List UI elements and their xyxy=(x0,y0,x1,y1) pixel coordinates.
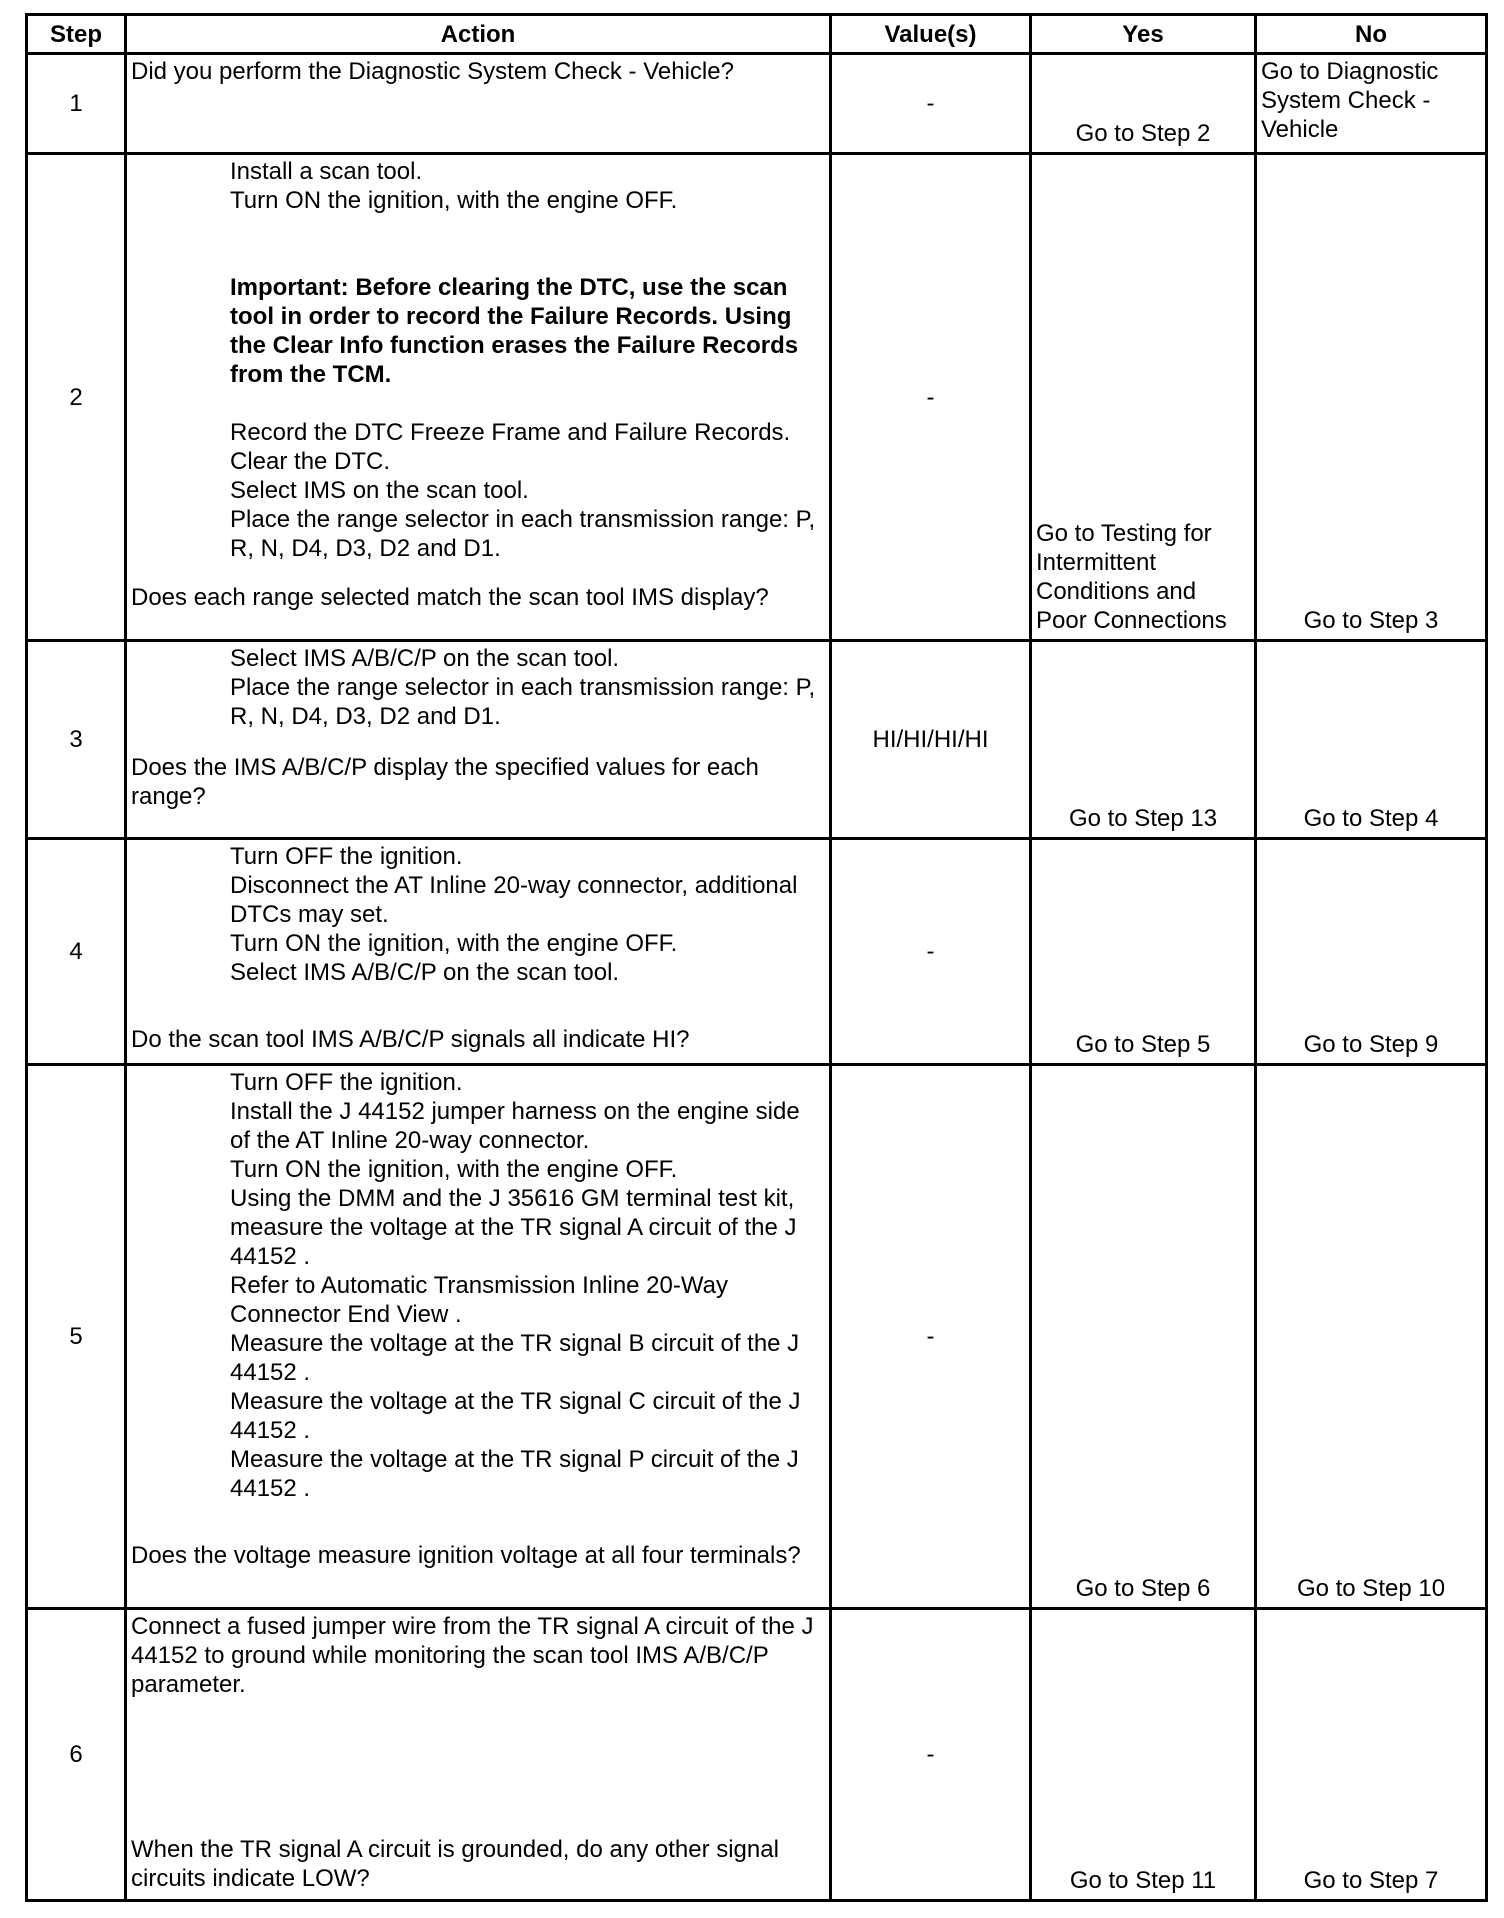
header-action: Action xyxy=(126,15,831,54)
yes-cell: Go to Step 13 xyxy=(1031,641,1256,839)
action-question: Do the scan tool IMS A/B/C/P signals all indicate HI? xyxy=(131,1026,690,1053)
table-row xyxy=(27,641,1487,839)
no-cell: Go to Step 7 xyxy=(1256,1609,1487,1901)
action-line: Turn ON the ignition, with the engine OFF. xyxy=(230,1156,678,1183)
value-cell: - xyxy=(831,1609,1031,1901)
action-line: Disconnect the AT Inline 20-way connector, additional DTCs may set. xyxy=(230,872,798,928)
action-line: Install the J 44152 jumper harness on the engine side of the AT Inline 20-way connector. xyxy=(230,1098,800,1154)
action-cell xyxy=(126,641,831,839)
action-line: Turn OFF the ignition. xyxy=(230,1069,463,1096)
action-question: Does each range selected match the scan tool IMS display? xyxy=(131,584,769,611)
diagnostic-table xyxy=(25,13,1488,1902)
header-step: Step xyxy=(27,15,126,54)
table-row xyxy=(27,1065,1487,1609)
table-row xyxy=(27,154,1487,641)
action-line: Measure the voltage at the TR signal P circuit of the J 44152 . xyxy=(230,1446,799,1502)
action-line: Turn ON the ignition, with the engine OFF. xyxy=(230,930,678,957)
action-line: Using the DMM and the J 35616 GM terminal test kit, measure the voltage at the TR signal A circuit of the J 44152 . xyxy=(230,1185,797,1270)
action-line: Select IMS A/B/C/P on the scan tool. xyxy=(230,645,620,672)
important-note: Important: Before clearing the DTC, use the scan tool in order to record the Failure Records. Using the Clear Info function erases the Failure Records from the TCM. xyxy=(230,274,799,388)
action-cell xyxy=(126,154,831,641)
value-cell: - xyxy=(831,1065,1031,1609)
action-line: Select IMS on the scan tool. xyxy=(230,477,529,504)
action-line: Turn ON the ignition, with the engine OFF. xyxy=(230,187,678,214)
no-cell: Go to Step 3 xyxy=(1256,154,1487,641)
table-row xyxy=(27,1609,1487,1901)
step-number: 4 xyxy=(27,839,126,1065)
header-values: Value(s) xyxy=(831,15,1031,54)
step-number: 5 xyxy=(27,1065,126,1609)
action-question: Did you perform the Diagnostic System Check - Vehicle? xyxy=(131,58,734,85)
yes-cell: Go to Step 2 xyxy=(1031,54,1256,154)
no-cell: Go to Step 9 xyxy=(1256,839,1487,1065)
table-row xyxy=(27,54,1487,154)
action-cell xyxy=(126,54,831,154)
action-line: Turn OFF the ignition. xyxy=(230,843,463,870)
step-number: 3 xyxy=(27,641,126,839)
step-number: 1 xyxy=(27,54,126,154)
action-line: Connect a fused jumper wire from the TR signal A circuit of the J 44152 to ground while monitoring the scan tool IMS A/B/C/P parameter. xyxy=(131,1613,814,1698)
action-line: Record the DTC Freeze Frame and Failure Records. xyxy=(230,419,791,446)
action-line: Measure the voltage at the TR signal C circuit of the J 44152 . xyxy=(230,1388,801,1444)
no-cell: Go to Step 4 xyxy=(1256,641,1487,839)
header-row xyxy=(27,15,1487,54)
header-yes: Yes xyxy=(1031,15,1256,54)
action-line: Place the range selector in each transmission range: P, R, N, D4, D3, D2 and D1. xyxy=(230,506,816,562)
step-number: 6 xyxy=(27,1609,126,1901)
action-line: Install a scan tool. xyxy=(230,158,423,185)
value-cell: HI/HI/HI/HI xyxy=(831,641,1031,839)
yes-cell: Go to Testing for Intermittent Conditions and Poor Connections xyxy=(1031,154,1256,641)
action-line: Clear the DTC. xyxy=(230,448,391,475)
value-cell: - xyxy=(831,154,1031,641)
header-no: No xyxy=(1256,15,1487,54)
action-cell xyxy=(126,1609,831,1901)
action-cell xyxy=(126,1065,831,1609)
no-cell: Go to Diagnostic System Check - Vehicle xyxy=(1256,54,1487,154)
no-cell: Go to Step 10 xyxy=(1256,1065,1487,1609)
action-line: Measure the voltage at the TR signal B circuit of the J 44152 . xyxy=(230,1330,800,1386)
action-cell xyxy=(126,839,831,1065)
action-question: When the TR signal A circuit is grounded, do any other signal circuits indicate LOW? xyxy=(131,1836,779,1892)
action-question: Does the voltage measure ignition voltage at all four terminals? xyxy=(131,1542,801,1569)
action-question: Does the IMS A/B/C/P display the specified values for each range? xyxy=(131,754,759,810)
action-line: Refer to Automatic Transmission Inline 20-Way Connector End View . xyxy=(230,1272,728,1328)
action-line: Select IMS A/B/C/P on the scan tool. xyxy=(230,959,620,986)
value-cell: - xyxy=(831,839,1031,1065)
yes-cell: Go to Step 6 xyxy=(1031,1065,1256,1609)
action-line: Place the range selector in each transmission range: P, R, N, D4, D3, D2 and D1. xyxy=(230,674,816,730)
value-cell: - xyxy=(831,54,1031,154)
yes-cell: Go to Step 5 xyxy=(1031,839,1256,1065)
table-row xyxy=(27,839,1487,1065)
step-number: 2 xyxy=(27,154,126,641)
yes-cell: Go to Step 11 xyxy=(1031,1609,1256,1901)
